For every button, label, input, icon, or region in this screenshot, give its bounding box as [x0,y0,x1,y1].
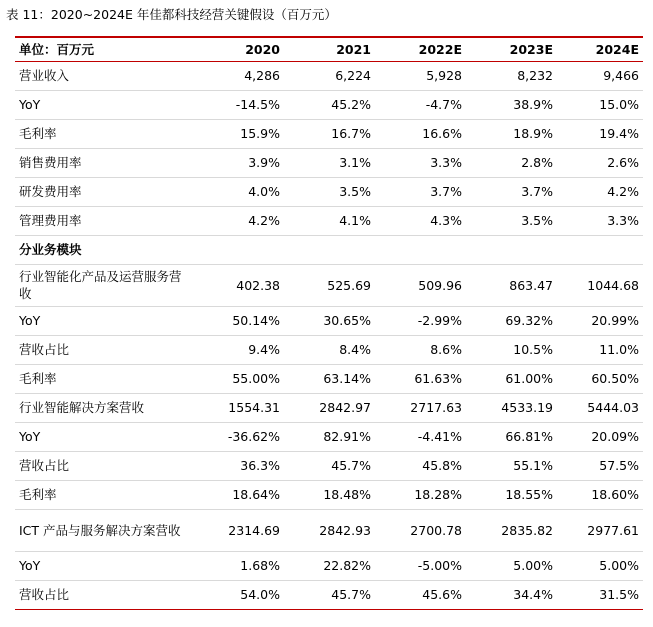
value-cell: 60.50% [591,371,639,386]
table-row [15,119,643,148]
row-label: YoY [19,313,41,328]
value-cell [375,235,466,264]
value-cell: 2314.69 [228,522,280,538]
row-label: YoY [19,97,41,112]
value-cell: 34.4% [513,587,553,602]
value-cell: 11.0% [599,342,639,357]
value-cell: 5.00% [599,558,639,573]
value-cell: 1044.68 [587,277,639,293]
value-cell: -2.99% [417,313,462,328]
value-cell: 2.6% [607,155,639,170]
value-cell: 4.0% [248,184,280,199]
value-cell: 20.09% [591,429,639,444]
year-header: 2021 [284,37,375,61]
unit-header: 单位：百万元 [15,37,194,61]
row-label: 营业收入 [19,68,70,83]
value-cell: 55.00% [232,371,280,386]
value-cell: 4.3% [430,213,462,228]
value-cell: 8,232 [517,68,553,83]
value-cell: 9,466 [603,68,639,83]
value-cell: 45.7% [331,458,371,473]
table-row [15,264,643,306]
value-cell: 525.69 [327,277,371,293]
row-label: YoY [19,429,41,444]
value-cell: 4533.19 [501,400,553,415]
value-cell: 8.4% [339,342,371,357]
value-cell: 18.60% [591,487,639,502]
row-label: 毛利率 [19,371,57,386]
value-cell: 509.96 [418,277,462,293]
table-row [15,177,643,206]
value-cell [557,235,643,264]
value-cell: 61.63% [414,371,462,386]
year-header: 2022E [375,37,466,61]
value-cell: 3.3% [430,155,462,170]
row-label: 营收占比 [19,342,70,357]
table-row [15,451,643,480]
value-cell: 4.1% [339,213,371,228]
row-label: 营收占比 [19,587,70,602]
value-cell: 3.1% [339,155,371,170]
table-row [15,148,643,177]
row-label: 毛利率 [19,487,57,502]
value-cell: 3.9% [248,155,280,170]
row-label: 销售费用率 [19,155,82,170]
row-label: 研发费用率 [19,184,82,199]
value-cell: 2842.97 [319,400,371,415]
value-cell: 20.99% [591,313,639,328]
value-cell: 9.4% [248,342,280,357]
value-cell: 57.5% [599,458,639,473]
table-row [15,335,643,364]
value-cell: 5444.03 [587,400,639,415]
value-cell: 3.7% [430,184,462,199]
table-caption: 表 11：2020~2024E 年佳都科技经营关键假设（百万元） [6,7,337,22]
year-header: 2024E [557,37,643,61]
value-cell: 402.38 [236,277,280,293]
value-cell: 1554.31 [228,400,280,415]
table-row [15,90,643,119]
value-cell: 8.6% [430,342,462,357]
value-cell: 55.1% [513,458,553,473]
value-cell: 66.81% [505,429,553,444]
value-cell: 45.7% [331,587,371,602]
value-cell: 2717.63 [410,400,462,415]
year-header: 2023E [466,37,557,61]
table-row [15,580,643,609]
value-cell [194,235,284,264]
row-label: YoY [19,558,41,573]
value-cell: 4.2% [607,184,639,199]
value-cell: 863.47 [509,277,553,293]
row-label: 营收占比 [19,458,70,473]
row-label: 行业智能化产品及运营服务营收 [19,269,182,301]
value-cell: 3.5% [521,213,553,228]
value-cell: 45.2% [331,97,371,112]
value-cell: 5,928 [426,68,462,83]
value-cell: -5.00% [417,558,462,573]
table-row [15,206,643,235]
year-header: 2020 [194,37,284,61]
value-cell: 15.0% [599,97,639,112]
value-cell: -4.41% [417,429,462,444]
table-row [15,393,643,422]
value-cell: -14.5% [235,97,280,112]
value-cell: 61.00% [505,371,553,386]
section-row [15,235,643,264]
value-cell: 18.55% [505,487,553,502]
value-cell: 1.68% [240,558,280,573]
header-row [15,37,643,61]
value-cell: 36.3% [240,458,280,473]
value-cell: 3.3% [607,213,639,228]
table-row [15,306,643,335]
table-row [15,551,643,580]
value-cell: 18.64% [232,487,280,502]
value-cell: 4.2% [248,213,280,228]
value-cell: 45.6% [422,587,462,602]
value-cell: 45.8% [422,458,462,473]
row-label: ICT 产品与服务解决方案营收 [19,522,181,538]
value-cell: 69.32% [505,313,553,328]
row-label: 毛利率 [19,126,57,141]
table-row [15,364,643,393]
value-cell: -36.62% [227,429,280,444]
value-cell: 30.65% [323,313,371,328]
value-cell: 10.5% [513,342,553,357]
value-cell: 16.7% [331,126,371,141]
table-row [15,480,643,509]
value-cell: 82.91% [323,429,371,444]
section-label: 分业务模块 [19,242,82,257]
value-cell: 2700.78 [410,522,462,538]
value-cell: 15.9% [240,126,280,141]
value-cell: 3.7% [521,184,553,199]
table-row [15,422,643,451]
value-cell: 22.82% [323,558,371,573]
value-cell: 19.4% [599,126,639,141]
value-cell: 31.5% [599,587,639,602]
value-cell: 63.14% [323,371,371,386]
value-cell: 3.5% [339,184,371,199]
value-cell: 18.48% [323,487,371,502]
row-label: 行业智能解决方案营收 [19,400,145,415]
table-row [15,61,643,90]
value-cell: 18.28% [414,487,462,502]
row-label: 管理费用率 [19,213,82,228]
value-cell: 5.00% [513,558,553,573]
value-cell: 38.9% [513,97,553,112]
assumptions-table [15,36,643,610]
value-cell: 18.9% [513,126,553,141]
value-cell: 16.6% [422,126,462,141]
value-cell: 2977.61 [587,522,639,538]
value-cell: 2835.82 [501,522,553,538]
value-cell: 2.8% [521,155,553,170]
value-cell: 50.14% [232,313,280,328]
value-cell: 4,286 [244,68,280,83]
value-cell: 54.0% [240,587,280,602]
value-cell [284,235,375,264]
value-cell: -4.7% [425,97,462,112]
table-row [15,509,643,551]
value-cell [466,235,557,264]
value-cell: 2842.93 [319,522,371,538]
value-cell: 6,224 [335,68,371,83]
